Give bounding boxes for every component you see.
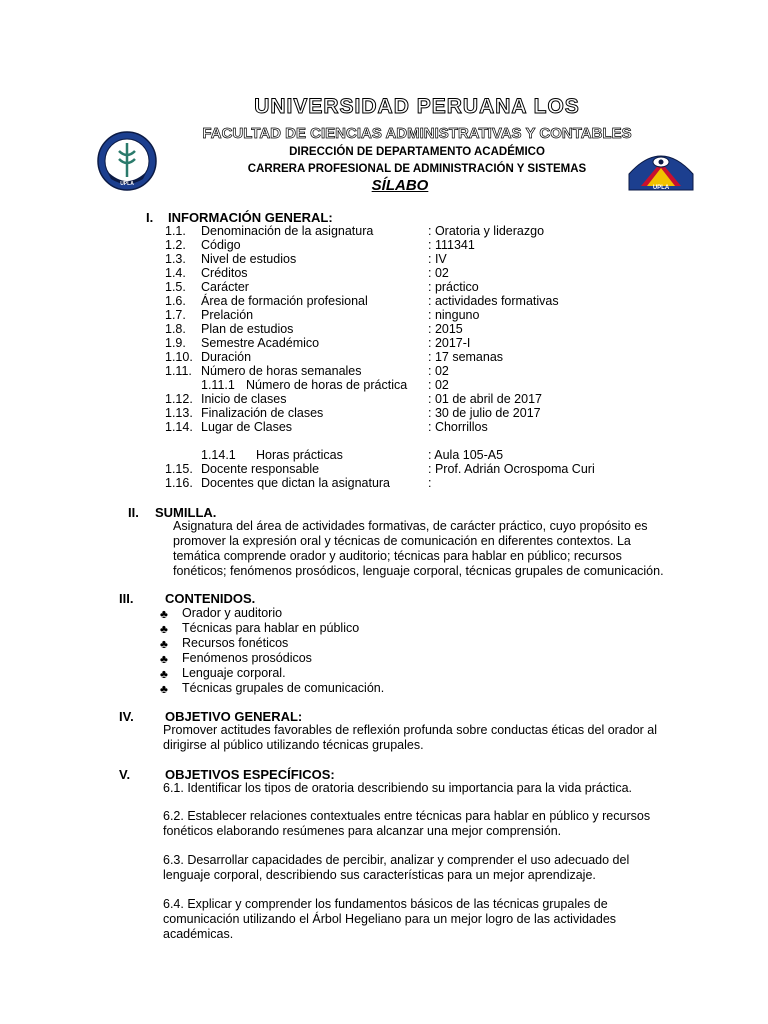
info-row-label: Docentes que dictan la asignatura [201,476,391,490]
info-row-label: Horas prácticas [256,448,343,462]
faculty-title: FACULTAD DE CIENCIAS ADMINISTRATIVAS Y CONTABLES [202,125,632,142]
content-item: Técnicas para hablar en público [182,621,360,635]
sumilla-line: temática comprende orador y auditorio; técnicas para hablar en público; recursos [173,549,622,563]
info-row-label: Duración [201,350,252,364]
info-row-label: Código [201,238,241,252]
info-row-value: : 02 [428,378,449,392]
sumilla-line: fonéticos; fenómenos prosódicos, lenguaje corporal, técnicas grupales de comunicación. [173,564,664,578]
info-row-value: : Prof. Adrián Ocrospoma Curi [428,462,595,476]
info-row-number: 1.12. [165,392,193,406]
info-row-label: Número de horas semanales [201,364,362,378]
info-row-label: Semestre Académico [201,336,320,350]
content-item: Recursos fonéticos [182,636,289,650]
section-1-title: INFORMACIÓN GENERAL: [168,210,333,225]
info-row-label: Área de formación profesional [201,294,368,308]
info-row-label: Plan de estudios [201,322,294,336]
section-5-title: OBJETIVOS ESPECÍFICOS: [165,767,335,782]
info-row-number: 1.8. [165,322,186,336]
info-row-value: : [428,476,432,490]
general-objective-paragraph [163,723,691,753]
info-row-label: Carácter [201,280,249,294]
info-row-value: : Chorrillos [428,420,488,434]
info-row-value: : 111341 [428,238,475,252]
info-row-number: 1.9. [165,336,186,350]
info-row-value: : 2015 [428,322,463,336]
objective-line: lenguaje corporal, describiendo sus características para un mejor aprendizaje. [163,868,596,882]
department-title: DIRECCIÓN DE DEPARTAMENTO ACADÉMICO [289,146,545,158]
info-row-number: 1.4. [165,266,186,280]
info-row-value: : 2017-I [428,336,471,350]
specific-objective [163,809,691,839]
info-row-value: : Oratoria y liderazgo [428,224,545,238]
info-row-label: Lugar de Clases [201,420,293,434]
info-row-number: 1.14. [165,420,193,434]
info-row-number: 1.10. [165,350,193,364]
info-row-value: : Aula 105-A5 [428,448,504,462]
section-1-number: I. [146,210,154,225]
specific-objective [163,781,691,796]
svg-text:UPLA: UPLA [120,181,134,187]
info-row-value: : IV [428,252,447,266]
section-5-number: V. [119,767,131,782]
objective-line: 6.1. Identificar los tipos de oratoria describiendo su importancia para la vida práctica. [163,781,633,795]
info-row-number: 1.15. [165,462,193,476]
career-title: CARRERA PROFESIONAL DE ADMINISTRACIÓN Y SISTEMAS [247,163,587,175]
section-4-number: IV. [119,709,134,724]
content-item: Orador y auditorio [182,606,283,620]
objective-line: fonéticos elaborando resúmenes para alcanzar una mejor comprensión. [163,824,562,838]
info-row-value: : actividades formativas [428,294,559,308]
info-row-number: 1.14.1 [201,448,236,462]
specific-objective [163,853,691,883]
info-row-number: 1.1. [165,224,186,238]
info-row-number: 1.2. [165,238,186,252]
info-row-value: : práctico [428,280,479,294]
info-row-label: Finalización de clases [201,406,324,420]
info-row-label: Nivel de estudios [201,252,297,266]
info-row-label: Prelación [201,308,254,322]
info-row-number: 1.3. [165,252,186,266]
club-bullet-icon: ♣ [160,622,168,636]
section-2-title: SUMILLA. [155,505,217,520]
section-3-title: CONTENIDOS. [165,591,256,606]
sumilla-line: Asignatura del área de actividades formativas, de carácter práctico, cuyo propósito es [173,519,648,533]
section-4-title: OBJETIVO GENERAL: [165,709,303,724]
content-item: Fenómenos prosódicos [182,651,312,665]
club-bullet-icon: ♣ [160,652,168,666]
info-row-label: Docente responsable [201,462,320,476]
club-bullet-icon: ♣ [160,637,168,651]
info-row-number: 1.13. [165,406,193,420]
objective-line: académicas. [163,927,234,941]
content-item: Lenguaje corporal. [182,666,286,680]
objective-line: 6.4. Explicar y comprender los fundamentos básicos de las técnicas grupales de [163,897,608,911]
info-row-value: : 30 de julio de 2017 [428,406,541,420]
objective-line: 6.2. Establecer relaciones contextuales entre técnicas para hablar en público y recursos [163,809,651,823]
info-row-number: 1.7. [165,308,186,322]
info-row-value: : 17 semanas [428,350,504,364]
club-bullet-icon: ♣ [160,607,168,621]
section-2-number: II. [128,505,139,520]
info-row-value: : ninguno [428,308,480,322]
info-row-label: Número de horas de práctica [246,378,408,392]
svg-text:UPLA: UPLA [652,185,670,191]
sumilla-paragraph [173,519,691,579]
info-row-label: Créditos [201,266,248,280]
info-row-value: : 02 [428,266,449,280]
content-item: Técnicas grupales de comunicación. [182,681,385,695]
info-row-number: 1.16. [165,476,193,490]
club-bullet-icon: ♣ [160,682,168,696]
objective-line: 6.3. Desarrollar capacidades de percibir, analizar y comprender el uso adecuado del [163,853,630,867]
info-row-number: 1.5. [165,280,186,294]
info-row-value: : 02 [428,364,449,378]
section-3-number: III. [119,591,134,606]
info-row-number: 1.11.1 [201,378,235,392]
info-row-label: Denominación de la asignatura [201,224,374,238]
info-row-label: Inicio de clases [201,392,287,406]
objective-line: Promover actitudes favorables de reflexión profunda sobre conductas éticas del orador al [163,723,658,737]
info-row-value: : 01 de abril de 2017 [428,392,542,406]
specific-objective [163,897,691,942]
objective-line: dirigirse al público utilizando técnicas grupales. [163,738,424,752]
document-title: SÍLABO [371,177,429,194]
club-bullet-icon: ♣ [160,667,168,681]
sumilla-line: promover la expresión oral y técnicas de comunicación en diferentes contextos. La [173,534,631,548]
info-row-number: 1.11. [165,364,192,378]
university-title: UNIVERSIDAD PERUANA LOS [254,95,580,118]
info-row-number: 1.6. [165,294,186,308]
objective-line: comunicación utilizando el Árbol Hegeliano para un mejor logro de las actividades [163,912,617,926]
